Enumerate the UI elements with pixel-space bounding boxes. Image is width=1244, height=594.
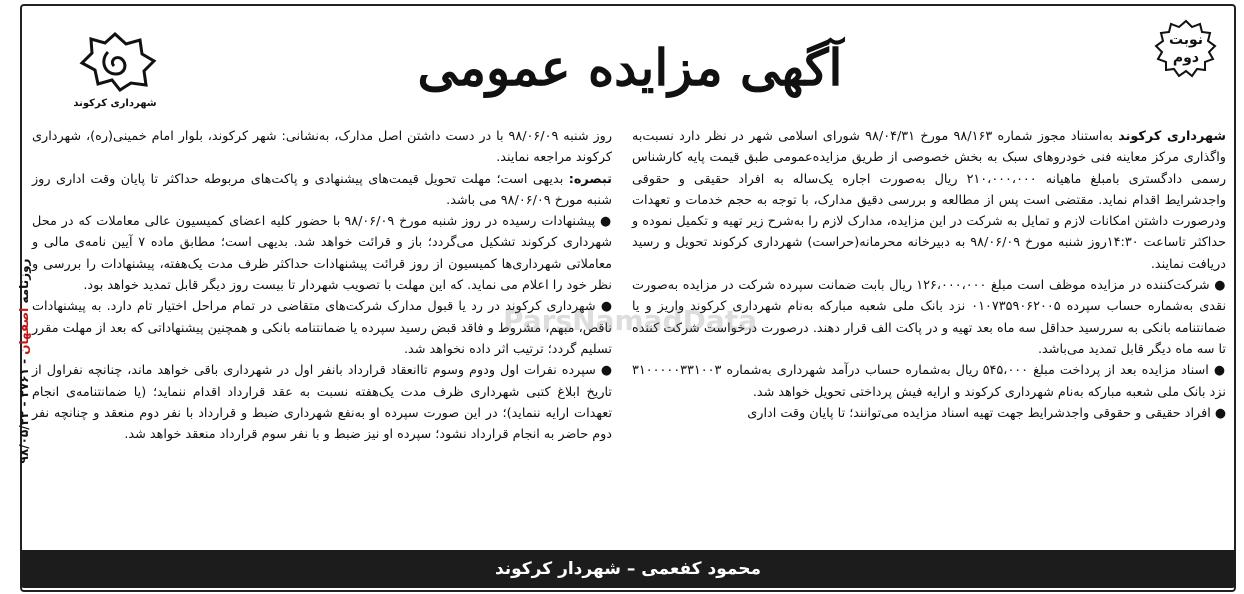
note-paragraph: تبصره: بدیهی است؛ مهلت تحویل قیمت‌های پیشنهادی و پاکت‌های مربوطه حداکثر تا پایان وقت اداری روز شنبه مورخ ۹۸/۰۶/۰۹ می باشد.: [32, 171, 612, 208]
condition-rights: ● شهرداری کرکوند در رد یا قبول مدارک شرکت‌های متقاضی در تمام مراحل اختیار تام دارد. به پیشنهادات ناقص، مبهم، مشروط و فاقد قبض رسید سپرده یا ضمانتنامه بانکی و همچنین پیشنهاداتی که بعد از مهلت مقرر تسلیم گردد؛ ترتیب اثر داده نخواهد شد.: [31, 299, 612, 357]
logo-caption: شهرداری کرکوند: [73, 98, 157, 109]
ad-title: آگهی مزایده عمومی: [417, 38, 843, 97]
watermark: ParsNamadData: [503, 304, 757, 337]
condition-deposit: ● شرکت‌کننده در مزایده موظف است مبلغ ۱۲۶،۰۰۰،۰۰۰ ریال بابت ضمانت سپرده شرکت در مزایده به‌صورت نقدی به‌شماره حساب سپرده ۰۱۰۷۳۵۹۰۶۲۰۰۵ نزد بانک ملی شعبه مبارکه به‌نام شهرداری کرکوند واریز و یا ضمانتنامه بانکی به سررسید حداقل سه ماه بعد تهیه و در پاکت الف قرار دهند. درصورت درخواست شرکت کننده تا سه ماه دیگر قابل تمدید می‌باشد.: [632, 278, 1227, 357]
condition-opening: ● پیشنهادات رسیده در روز شنبه مورخ ۹۸/۰۶/۰۹ با حضور کلیه اعضای کمیسیون عالی معاملات که در محل شهرداری کرکوند تشکیل می‌گردد؛ باز و قرائت خواهد شد. بدیهی است؛ مطابق ماده ۷ آیین نامه‌ی مالی و معاملاتی شهرداری‌ها کمیسیون از روز قرائت پیشنهادات حداکثر ظرف مدت یک‌هفته، پیشنهادات را بررسی و نظر خود را اعلام می نماید. که این مهلت با تصویب شهردار تا بیست روز دیگر قابل تمدید خواهد بود.: [32, 214, 613, 294]
condition-winners: ● سپرده نفرات اول ودوم وسوم تاانعقاد قرارداد بانفر اول در شهرداری باقی خواهد ماند، چنانچه نفراول از تاریخ ابلاغ کتبی شهرداری ظرف مدت یک‌هفته نسبت به عقد قرارداد اقدام ننماید؛ (یا ضمانتنامه‌ی انجام تعهدات ارایه ننماید)؛ در این صورت سپرده او به‌نفع شهرداری ضبط و قرارداد با نفر دوم منعقد و چنانچه نفر دوم حاضر به انجام قرارداد نشود؛ سپرده او نیز ضبط و با نفر سوم قرارداد منعقد خواهد شد.: [32, 363, 612, 443]
side-strip-highlight: اصفهان: [17, 307, 31, 355]
note-lead: تبصره:: [568, 171, 612, 187]
advertisement-sheet: [17, 4, 1234, 590]
continuation-paragraph: روز شنبه ۹۸/۰۶/۰۹ با در دست داشتن اصل مدارک، به‌نشانی: شهر کرکوند، بلوار امام خمینی(ره)، شهرداری کرکوند مراجعه نمایند.: [32, 129, 613, 166]
intro-paragraph: شهرداری کرکوند به‌استناد مجوز شماره ۹۸/۱۶۳ مورخ ۹۸/۰۴/۳۱ شورای اسلامی شهر در نظر دارد نسبت‌به واگذاری مرکز معاینه فنی خودروهای سبک به بخش خصوصی از طریق مزایده‌عمومی طبق قیمت پایه کارشناس رسمی دادگستری بامبلغ ماهیانه ۲۱۰،۰۰۰،۰۰۰ ریال به‌صورت اجاره یک‌ساله به افراد حقیقی و حقوقی واجدشرایط اقدام نماید. مقتضی است پس از مطالعه و بررسی دقیق مدارک، با توجه به حجم خدمات و تعهدات ودرصورت داشتن امکانات لازم و تمایل به شرکت در این مزایده، مدارک لازم را به‌شرح زیر تهیه و تکمیل نموده و حداکثر تاساعت ۱۴:۳۰روز شنبه مورخ ۹۸/۰۶/۰۹ به دبیرخانه محرمانه(حراست) شهرداری کرکوند تحویل و رسید دریافت نمایند.: [632, 129, 1227, 272]
right-column: [632, 126, 1226, 424]
condition-eligibility: ● افراد حقیقی و حقوقی واجدشرایط جهت تهیه اسناد مزایده می‌توانند؛ تا پایان وقت اداری: [747, 405, 1226, 421]
side-strip-text: روزنامه اصفهان - ۲۷۶۱ - ۹۸/۰۵/۲۲: [17, 258, 31, 464]
round-label: نوبت دوم: [1168, 32, 1204, 66]
municipality-logo-icon: [70, 30, 160, 92]
left-column: [32, 126, 612, 445]
footer-signature: محمود کفعمی – شهردار کرکوند: [494, 559, 762, 579]
condition-documents: ● اسناد مزایده بعد از پرداخت مبلغ ۵۴۵،۰۰۰ ریال به‌شماره حساب درآمد شهرداری به‌شماره ۳۱۰۰۰۰۰۳۳۱۰۰۳ نزد بانک ملی شعبه مبارکه به‌نام شهرداری کرکوند و ارایه فیش پرداختی تحویل خواهد شد.: [632, 363, 1226, 400]
intro-lead: شهرداری کرکوند: [1118, 129, 1226, 144]
